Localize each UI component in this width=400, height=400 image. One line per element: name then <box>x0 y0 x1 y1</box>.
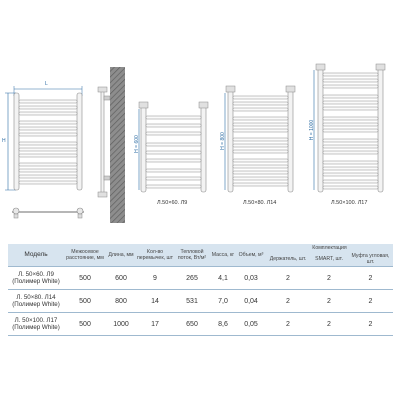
cell-mass: 7,0 <box>210 290 236 313</box>
cell-coupling: 2 <box>348 313 393 336</box>
cell-smart: 2 <box>310 290 348 313</box>
header-center-distance: Межосевое расстояние, мм <box>64 244 106 267</box>
cell-crossbars: 14 <box>136 290 174 313</box>
model-1-caption: Л.50×60. Л9 <box>157 200 188 206</box>
cell-holders: 2 <box>266 290 310 313</box>
cell-heat-flow: 265 <box>174 267 210 290</box>
height-dimension-label: H <box>2 138 6 144</box>
model-1-height-label: H = 600 <box>134 135 140 153</box>
cell-holders: 2 <box>266 267 310 290</box>
header-kit-group: Комплектация <box>266 244 393 252</box>
model-finish: (Полимер White) <box>12 301 60 308</box>
cell-crossbars: 17 <box>136 313 174 336</box>
cell-mass: 4,1 <box>210 267 236 290</box>
header-mass: Масса, кг <box>210 244 236 267</box>
model-drawing-1 <box>139 102 208 192</box>
cell-model <box>8 290 64 313</box>
model-name: Л. 50×80. Л14 <box>16 293 56 301</box>
wall-hatch <box>110 67 125 223</box>
cell-smart: 2 <box>310 267 348 290</box>
cell-length: 800 <box>106 290 136 313</box>
spec-table-header <box>8 244 393 267</box>
cell-heat-flow: 531 <box>174 290 210 313</box>
cell-volume: 0,03 <box>236 267 266 290</box>
cell-center-distance: 500 <box>64 290 106 313</box>
cell-heat-flow: 650 <box>174 313 210 336</box>
cell-volume: 0,04 <box>236 290 266 313</box>
model-drawing-3 <box>314 64 385 192</box>
cell-coupling: 2 <box>348 267 393 290</box>
cell-center-distance: 500 <box>64 267 106 290</box>
model-2-caption: Л.50×80. Л14 <box>243 200 277 206</box>
model-name: Л. 50×60. Л9 <box>18 270 54 278</box>
table-row <box>8 313 393 336</box>
header-holders: Держатель, шт. <box>266 252 310 267</box>
cell-model <box>8 313 64 336</box>
model-drawing-2 <box>225 86 295 192</box>
model-name: Л. 50×100. Л17 <box>14 316 58 324</box>
model-finish: (Полимер White) <box>12 324 60 331</box>
cell-smart: 2 <box>310 313 348 336</box>
cell-center-distance: 500 <box>64 313 106 336</box>
header-smart: SMART, шт. <box>310 252 348 267</box>
cell-length: 600 <box>106 267 136 290</box>
cell-volume: 0,05 <box>236 313 266 336</box>
header-volume: Объем, м³ <box>236 244 266 267</box>
header-length: Длина, мм <box>106 244 136 267</box>
front-view-dimensioned <box>5 86 84 218</box>
cell-coupling: 2 <box>348 290 393 313</box>
model-3-caption: Л.50×100. Л17 <box>331 200 368 206</box>
table-row <box>8 290 393 313</box>
table-row <box>8 267 393 290</box>
cell-length: 1000 <box>106 313 136 336</box>
header-crossbars: Кол-во перемычек, шт <box>136 244 174 267</box>
cell-crossbars: 9 <box>136 267 174 290</box>
model-finish: (Полимер White) <box>12 278 60 285</box>
header-heat-flow: Тепловой поток, Вт/м² <box>174 244 210 267</box>
cell-mass: 8,6 <box>210 313 236 336</box>
header-model: Модель <box>8 244 64 267</box>
side-view-wall <box>98 67 125 223</box>
spec-table <box>8 244 393 336</box>
cell-model <box>8 267 64 290</box>
cell-holders: 2 <box>266 313 310 336</box>
model-3-height-label: H = 1000 <box>309 119 315 141</box>
header-coupling: Муфта угловая, шт. <box>348 252 393 267</box>
model-2-height-label: H = 800 <box>220 132 226 150</box>
length-dimension-label: L <box>45 81 48 87</box>
